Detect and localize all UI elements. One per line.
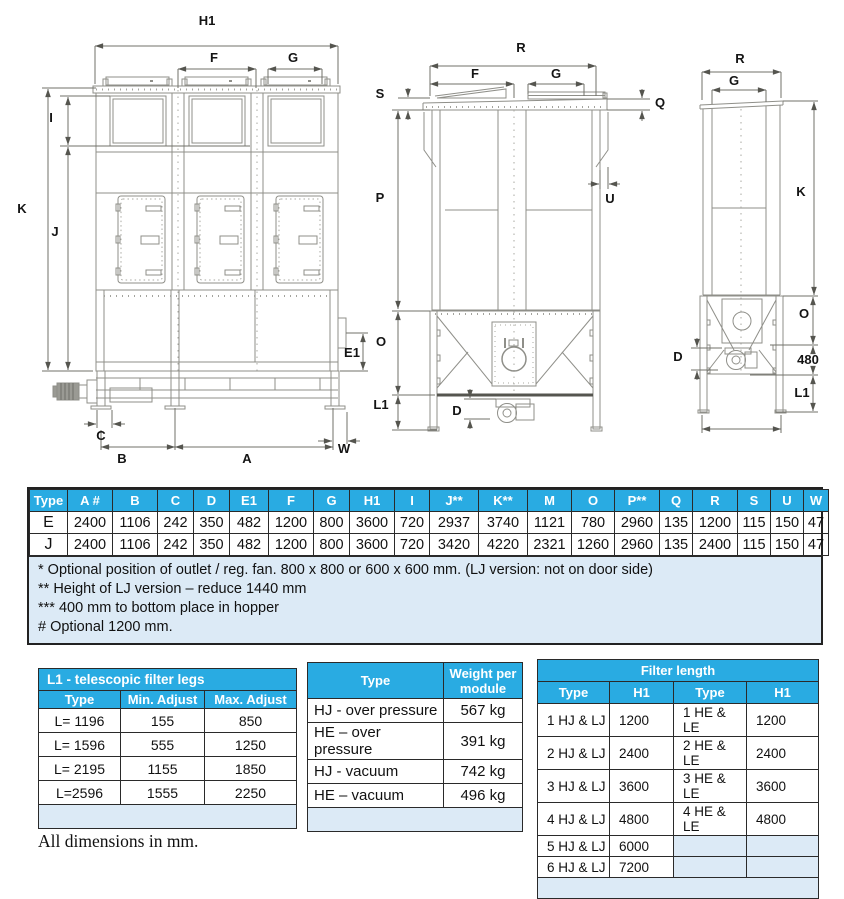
side-dim-label-l1: L1 — [373, 397, 389, 412]
dim-cell: 482 — [230, 512, 269, 534]
filter-cell: 2400 — [610, 737, 674, 770]
front-dim-label-b: B — [117, 451, 127, 466]
filter-cell: 4 HJ & LJ — [538, 803, 610, 836]
table-footnotes — [29, 556, 821, 643]
legs-cell: 850 — [205, 709, 297, 733]
front-dim-label-j: J — [51, 224, 59, 239]
dim-cell: 2960 — [615, 534, 660, 556]
dim-cell: 115 — [738, 534, 771, 556]
filter-cell: 3600 — [747, 770, 819, 803]
filter-length-row — [538, 704, 819, 737]
end-view-drawing — [698, 101, 786, 413]
dim-cell: 2400 — [693, 534, 738, 556]
filter-length-row — [538, 770, 819, 803]
front-dim-label-w: W — [337, 441, 351, 456]
dim-cell: 800 — [314, 512, 350, 534]
filter-cell: 4800 — [747, 803, 819, 836]
legs-cell: 2250 — [205, 781, 297, 805]
dim-col-header: W — [804, 490, 829, 512]
dim-cell: 1106 — [113, 534, 158, 556]
legs-row — [39, 781, 297, 805]
front-view-dimensions — [42, 46, 368, 450]
front-dim-label-f: F — [210, 50, 218, 65]
filter-col-header: Type — [674, 682, 747, 704]
dim-col-header: S — [738, 490, 771, 512]
filter-cell: 1 HE & LE — [674, 704, 747, 737]
weight-empty-row — [308, 808, 523, 832]
legs-col-header: Max. Adjust — [205, 691, 297, 709]
filter-cell: 3 HJ & LJ — [538, 770, 610, 803]
dim-cell: 780 — [572, 512, 615, 534]
side-dim-label-q: Q — [654, 95, 666, 110]
filter-cell: 4800 — [610, 803, 674, 836]
dim-col-header: O — [572, 490, 615, 512]
dimension-row-j — [30, 534, 829, 556]
filter-cell: 2 HJ & LJ — [538, 737, 610, 770]
dim-cell: 135 — [660, 512, 693, 534]
dim-col-header: U — [771, 490, 804, 512]
end-dim-label-o: O — [798, 306, 810, 321]
dim-cell: 2960 — [615, 512, 660, 534]
dim-cell: 1200 — [269, 512, 314, 534]
dim-cell: 3420 — [430, 534, 479, 556]
legs-row — [39, 709, 297, 733]
dim-col-header: G — [314, 490, 350, 512]
side-dim-label-f: F — [471, 66, 479, 81]
legs-cell: 155 — [121, 709, 205, 733]
side-dim-label-g: G — [550, 66, 562, 81]
legs-row — [39, 733, 297, 757]
dim-cell: 3600 — [350, 512, 395, 534]
weight-value-cell: 496 kg — [444, 784, 523, 808]
filter-length-row — [538, 737, 819, 770]
dim-cell: 2937 — [430, 512, 479, 534]
weight-row — [308, 699, 523, 723]
legs-cell: 1155 — [121, 757, 205, 781]
legs-cell: 555 — [121, 733, 205, 757]
front-dim-label-g: G — [287, 50, 299, 65]
front-dim-label-c: C — [96, 428, 106, 443]
side-dim-label-o: O — [375, 334, 387, 349]
side-view-dimensions — [392, 66, 650, 430]
dim-cell: 1200 — [269, 534, 314, 556]
weight-value-cell: 742 kg — [444, 760, 523, 784]
dim-col-header: D — [194, 490, 230, 512]
dim-col-header: H1 — [350, 490, 395, 512]
dim-cell: 242 — [158, 512, 194, 534]
weight-col-header: Weight per module — [444, 663, 523, 699]
weight-type-cell: HE – over pressure — [308, 723, 444, 760]
dim-cell: 350 — [194, 512, 230, 534]
filter-cell-empty — [674, 836, 747, 857]
dim-col-header: C — [158, 490, 194, 512]
telescopic-legs-table — [38, 668, 297, 829]
legs-cell: L=2596 — [39, 781, 121, 805]
dim-cell: 1121 — [528, 512, 572, 534]
dim-cell: 3740 — [479, 512, 528, 534]
dim-col-header: R — [693, 490, 738, 512]
dim-cell: 242 — [158, 534, 194, 556]
front-dim-label-i: I — [49, 110, 53, 125]
dim-cell: 115 — [738, 512, 771, 534]
dim-col-header: E1 — [230, 490, 269, 512]
dim-cell: 1106 — [113, 512, 158, 534]
module-weight-table — [307, 662, 523, 832]
dim-cell: 47 — [804, 512, 829, 534]
filter-cell-empty — [674, 857, 747, 878]
dim-cell: 800 — [314, 534, 350, 556]
dim-cell: 4220 — [479, 534, 528, 556]
filter-empty-row — [538, 878, 819, 899]
front-dim-label-e1: E1 — [344, 345, 360, 360]
legs-cell: 1555 — [121, 781, 205, 805]
dim-cell: 3600 — [350, 534, 395, 556]
end-dim-label-d: D — [673, 349, 683, 364]
dim-cell: 2400 — [68, 534, 113, 556]
dim-cell: 1200 — [693, 512, 738, 534]
filter-cell: 3600 — [610, 770, 674, 803]
dim-cell: 47 — [804, 534, 829, 556]
dim-cell: 135 — [660, 534, 693, 556]
filter-length-table — [537, 659, 819, 899]
front-dim-label-h1: H1 — [198, 13, 216, 28]
footnote-line: * Optional position of outlet / reg. fan. 800 x 800 or 600 x 600 mm. (LJ version: not on door side) — [38, 562, 653, 578]
filter-cell: 5 HJ & LJ — [538, 836, 610, 857]
dim-cell: 2321 — [528, 534, 572, 556]
dim-cell: J — [30, 534, 68, 556]
dim-col-header: F — [269, 490, 314, 512]
front-view-drawing — [53, 77, 346, 409]
end-dim-label-k: K — [796, 184, 806, 199]
filter-cell: 1200 — [747, 704, 819, 737]
end-dim-label-480: 480 — [797, 352, 819, 367]
legs-table-title: L1 - telescopic filter legs — [39, 669, 297, 691]
footnote-line: ** Height of LJ version – reduce 1440 mm — [38, 580, 307, 597]
weight-col-header: Type — [308, 663, 444, 699]
filter-length-title: Filter length — [538, 660, 819, 682]
weight-row — [308, 784, 523, 808]
dim-cell: 2400 — [68, 512, 113, 534]
weight-type-cell: HE – vacuum — [308, 784, 444, 808]
weight-type-cell: HJ - over pressure — [308, 699, 444, 723]
filter-cell-empty — [747, 836, 819, 857]
front-dim-label-a: A — [242, 451, 252, 466]
side-view-drawing — [423, 87, 608, 431]
dim-col-header: K** — [479, 490, 528, 512]
side-dim-label-s: S — [375, 86, 385, 101]
legs-cell: L= 1196 — [39, 709, 121, 733]
weight-row — [308, 723, 523, 760]
dim-col-header: P** — [615, 490, 660, 512]
dim-cell: 1260 — [572, 534, 615, 556]
dimension-table-header-row — [30, 490, 829, 512]
legs-cell: L= 2195 — [39, 757, 121, 781]
footnote-line: *** 400 mm to bottom place in hopper — [38, 599, 279, 616]
filter-cell: 2 HE & LE — [674, 737, 747, 770]
legs-col-header: Min. Adjust — [121, 691, 205, 709]
filter-cell: 3 HE & LE — [674, 770, 747, 803]
filter-cell: 4 HE & LE — [674, 803, 747, 836]
dim-cell: 720 — [395, 512, 430, 534]
filter-cell: 7200 — [610, 857, 674, 878]
weight-value-cell: 391 kg — [444, 723, 523, 760]
dim-col-header: A # — [68, 490, 113, 512]
side-dim-label-u: U — [605, 191, 615, 206]
dimension-table-block — [27, 487, 823, 645]
end-dim-label-r: R — [735, 51, 745, 66]
legs-cell: L= 1596 — [39, 733, 121, 757]
weight-value-cell: 567 kg — [444, 699, 523, 723]
weight-row — [308, 760, 523, 784]
dim-cell: 350 — [194, 534, 230, 556]
dim-cell: 150 — [771, 512, 804, 534]
filter-col-header: H1 — [747, 682, 819, 704]
dimension-table — [29, 489, 829, 556]
filter-col-header: Type — [538, 682, 610, 704]
legs-row — [39, 757, 297, 781]
dim-col-header: I — [395, 490, 430, 512]
filter-cell: 1 HJ & LJ — [538, 704, 610, 737]
filter-col-header: H1 — [610, 682, 674, 704]
dim-col-header: J** — [430, 490, 479, 512]
dim-col-header: M — [528, 490, 572, 512]
legs-cell: 1850 — [205, 757, 297, 781]
side-dim-label-r: R — [516, 40, 526, 55]
dim-cell: E — [30, 512, 68, 534]
weight-type-cell: HJ - vacuum — [308, 760, 444, 784]
legs-col-header: Type — [39, 691, 121, 709]
dim-cell: 482 — [230, 534, 269, 556]
side-dim-label-d: D — [452, 403, 462, 418]
legs-cell: 1250 — [205, 733, 297, 757]
legs-empty-row — [39, 805, 297, 829]
filter-length-row — [538, 857, 819, 878]
end-dim-label-g: G — [728, 73, 740, 88]
end-view-dimensions — [691, 72, 818, 433]
dim-col-header: Q — [660, 490, 693, 512]
filter-cell: 2400 — [747, 737, 819, 770]
filter-length-row — [538, 803, 819, 836]
filter-cell: 1200 — [610, 704, 674, 737]
front-dim-label-k: K — [17, 201, 27, 216]
dim-cell: 150 — [771, 534, 804, 556]
dimension-row-e — [30, 512, 829, 534]
dim-cell: 720 — [395, 534, 430, 556]
filter-cell-empty — [747, 857, 819, 878]
filter-cell: 6000 — [610, 836, 674, 857]
dim-col-header: B — [113, 490, 158, 512]
dim-col-header: Type — [30, 490, 68, 512]
filter-cell: 6 HJ & LJ — [538, 857, 610, 878]
side-dim-label-p: P — [375, 190, 385, 205]
end-dim-label-l1: L1 — [794, 385, 810, 400]
filter-length-row — [538, 836, 819, 857]
footnote-line: # Optional 1200 mm. — [38, 618, 173, 635]
dimensions-unit-note: All dimensions in mm. — [38, 831, 199, 851]
